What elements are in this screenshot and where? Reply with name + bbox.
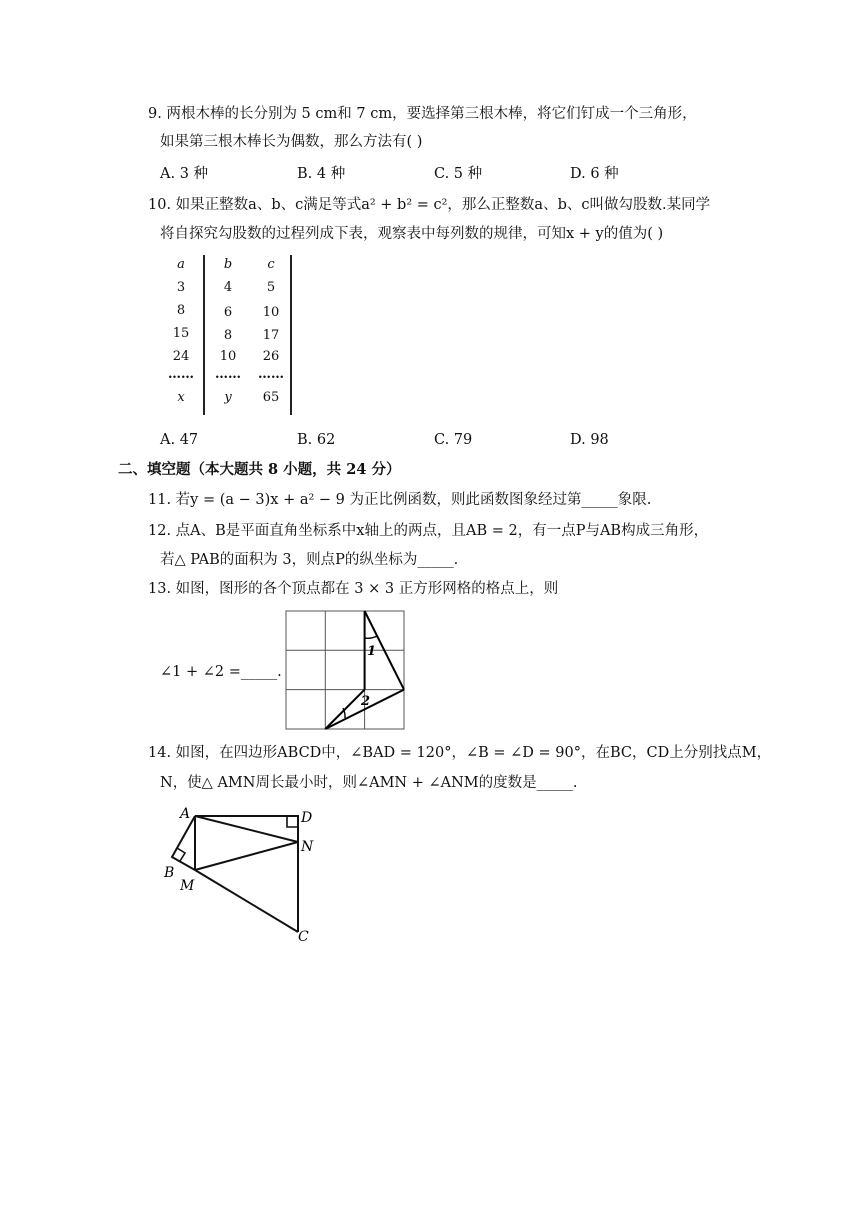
q10-line1: 10. 如果正整数a、b、c满足等式a² + b² = c²，那么正整数a、b、c叫做勾股数.某同学	[148, 197, 711, 213]
table-cell: 17	[262, 328, 280, 343]
q10-option-d: D. 98	[570, 432, 609, 448]
table-header-b: b	[223, 257, 233, 272]
table-cell: 10	[219, 349, 237, 364]
q9-option-c: C. 5 种	[434, 166, 483, 182]
point-a-label: A	[180, 806, 191, 822]
q12-line1: 12. 点A、B是平面直角坐标系中x轴上的两点，且AB = 2，有一点P与AB构成三角形，	[148, 523, 709, 539]
q13-line1: 13. 如图，图形的各个顶点都在 3 × 3 正方形网格的格点上，则	[148, 581, 559, 597]
q9-option-a: A. 3 种	[160, 166, 209, 182]
q12-line2: 若△ PAB的面积为 3，则点P的纵坐标为_____.	[160, 552, 459, 568]
angle-1-label: 1	[367, 644, 377, 659]
point-n-label: N	[301, 839, 314, 855]
table-cell: 8	[176, 303, 186, 318]
table-cell: y	[224, 390, 232, 405]
q9-line2: 如果第三根木棒长为偶数，那么方法有( )	[160, 134, 423, 150]
table-cell: 5	[266, 280, 276, 295]
table-cell: x	[177, 390, 185, 405]
point-d-label: D	[301, 810, 313, 826]
table-cell: ……	[168, 367, 194, 382]
table-cell: 65	[262, 390, 280, 405]
q10-option-a: A. 47	[160, 432, 199, 448]
table-cell: 4	[223, 280, 233, 295]
grid-figure	[283, 608, 407, 736]
table-divider-left	[203, 255, 205, 415]
q10-line2: 将自探究勾股数的过程列成下表，观察表中每列数的规律，可知x + y的值为( )	[160, 226, 664, 242]
point-c-label: C	[298, 929, 309, 945]
quadrilateral-figure	[158, 802, 328, 950]
table-cell: 15	[172, 326, 190, 341]
q14-line1: 14. 如图，在四边形ABCD中，∠BAD = 120°，∠B = ∠D = 90°，在BC，CD上分别找点M，	[148, 745, 772, 761]
point-b-label: B	[164, 865, 175, 881]
table-divider-right	[290, 255, 292, 415]
table-header-c: c	[267, 257, 275, 272]
table-cell: 24	[172, 349, 190, 364]
angle-2-label: 2	[361, 694, 371, 709]
pythagorean-triples-table	[168, 255, 302, 417]
q10-option-b: B. 62	[297, 432, 336, 448]
table-cell: 6	[223, 305, 233, 320]
q11-text: 11. 若y = (a − 3)x + a² − 9 为正比例函数，则此函数图象经过第_____象限.	[148, 492, 652, 508]
section-heading-fill-in: 二、填空题（本大题共 8 小题，共 24 分）	[118, 461, 401, 478]
table-header-a: a	[177, 257, 185, 272]
table-cell: ……	[258, 367, 284, 382]
q13-line2: ∠1 + ∠2 =_____.	[160, 664, 282, 680]
table-cell: 10	[262, 305, 280, 320]
table-cell: 3	[176, 280, 186, 295]
q9-line1: 9. 两根木棒的长分别为 5 cm和 7 cm，要选择第三根木棒，将它们钉成一个三角形，	[148, 106, 697, 122]
q14-line2: N，使△ AMN周长最小时，则∠AMN + ∠ANM的度数是_____.	[160, 775, 578, 791]
point-m-label: M	[180, 878, 195, 894]
q9-option-d: D. 6 种	[570, 166, 619, 182]
q9-option-b: B. 4 种	[297, 166, 346, 182]
q10-option-c: C. 79	[434, 432, 473, 448]
table-cell: 26	[262, 349, 280, 364]
table-cell: ……	[215, 367, 241, 382]
table-cell: 8	[223, 328, 233, 343]
